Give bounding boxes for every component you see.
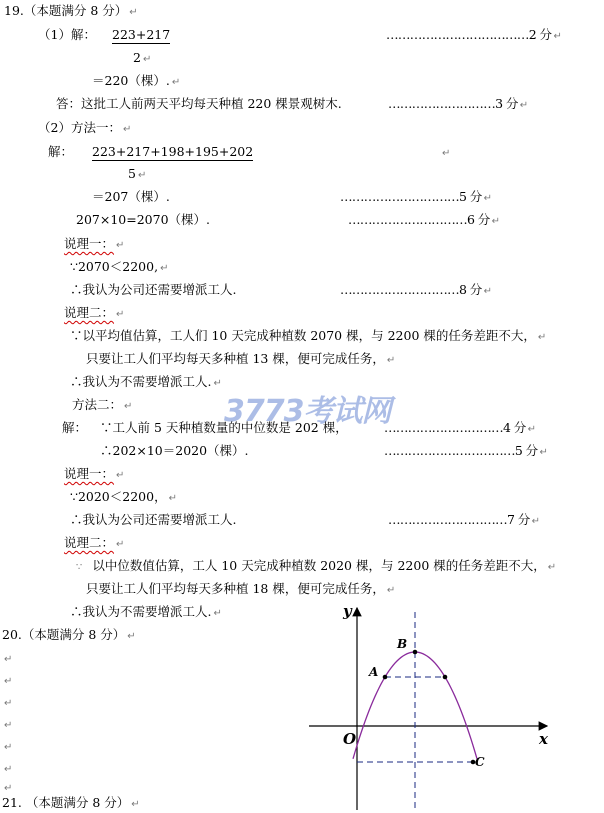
q19-part2-solve: 解： [48, 144, 74, 159]
q19-part2-result: ＝207（棵）. [92, 189, 170, 204]
q19-part2-numerator: 223+217+198+195+202 [92, 144, 254, 159]
q19-method2-label: 方法二： ↵ [72, 397, 133, 412]
q19-reason2-label: 说理二： ↵ [64, 305, 125, 320]
point-b-label: B [397, 637, 408, 651]
q19-method2-score-7: …………………………7 分 ↵ [388, 512, 540, 527]
q19-method2-score-4: …………………………4 分 ↵ [384, 420, 536, 435]
q19-m2-reason1-text: ∵2020＜2200， ↵ [70, 489, 177, 504]
para-mark: ↵ [442, 148, 451, 159]
q19-part1-numerator: 223+217 [112, 27, 171, 42]
q19-method2-score-5: ……………………………5 分 ↵ [384, 443, 548, 458]
q19-method2-line1: ∵工人前 5 天种植数量的中位数是 202 棵， [100, 420, 348, 435]
q19-part2-score-6: …………………………6 分 ↵ [348, 212, 500, 227]
q19-header: 19.（本题满分 8 分） ↵ [4, 3, 138, 18]
empty-line: ↵ [4, 742, 13, 753]
q19-reason2-line1: ∵以平均值估算，工人们 10 天完成种植数 2070 棵，与 2200 棵的任务差距不大， ↵ [70, 328, 547, 343]
q19-m2-reason1-label: 说理一： ↵ [64, 466, 125, 481]
empty-line: ↵ [4, 654, 13, 665]
q20-header: 20.（本题满分 8 分） ↵ [2, 627, 136, 642]
q19-reason1-label: 说理一： ↵ [64, 236, 125, 251]
y-axis-label: y [343, 602, 352, 620]
q19-part2-calc: 207×10=2070（棵）. [76, 212, 210, 227]
q19-reason2-line2: 只要让工人们平均每天多种植 13 棵，便可完成任务， ↵ [86, 351, 396, 366]
empty-line: ↵ [4, 783, 13, 794]
point-b-marker [413, 650, 418, 655]
empty-line: ↵ [4, 764, 13, 775]
q19-part2-score-5: …………………………5 分 ↵ [340, 189, 492, 204]
q19-part1-score-3: ………………………3 分 ↵ [388, 96, 528, 111]
q19-reason2-conclusion: ∴我认为不需要增派工人. ↵ [70, 374, 222, 389]
q19-m2-reason2-conclusion: ∴我认为不需要增派工人. ↵ [70, 604, 222, 619]
point-a-label: A [369, 665, 379, 679]
q19-method2-solve: 解： [62, 420, 88, 435]
q19-score-8: …………………………8 分 ↵ [340, 282, 492, 297]
q19-m2-reason1-conclusion: ∴我认为公司还需要增派工人. [70, 512, 237, 527]
q19-part2-denominator: 5 ↵ [128, 166, 147, 181]
x-axis-label: x [539, 730, 548, 748]
q19-method2-line2: ∴202×10＝2020（棵）. [100, 443, 249, 458]
q19-part1-result: ＝220（棵）. ↵ [92, 73, 181, 88]
q19-reason1-conclusion: ∴我认为公司还需要增派工人. [70, 282, 237, 297]
parabola-figure [305, 602, 555, 812]
q19-part1-answer: 答：这批工人前两天平均每天种植 220 棵景观树木. [56, 96, 342, 111]
empty-line: ↵ [4, 720, 13, 731]
q19-m2-reason2-label: 说理二： ↵ [64, 535, 125, 550]
point-a-mirror-marker [443, 675, 448, 680]
watermark-logo: 3773考试网 [224, 394, 391, 429]
point-a-marker [383, 675, 388, 680]
q19-part1-label: （1）解： [38, 27, 96, 42]
q21-header: 21. （本题满分 8 分） ↵ [2, 795, 140, 810]
q19-part1-score-2: ………………………………2 分 ↵ [386, 27, 562, 42]
q19-part1-denominator: 2 ↵ [133, 50, 152, 65]
q19-m2-reason2-line1: ∵ 以中位数值估算，工人 10 天完成种植数 2020 棵，与 2200 棵的任务差距不大， ↵ [76, 558, 557, 573]
q19-m2-reason2-line2: 只要让工人们平均每天多种植 18 棵，便可完成任务， ↵ [86, 581, 396, 596]
origin-label: O [343, 730, 357, 748]
q19-part2-method1-label: （2）方法一： ↵ [38, 120, 132, 135]
q19-reason1-text: ∵2070＜2200, ↵ [70, 259, 169, 274]
empty-line: ↵ [4, 698, 13, 709]
empty-line: ↵ [4, 676, 13, 687]
point-c-label: C [475, 755, 485, 769]
